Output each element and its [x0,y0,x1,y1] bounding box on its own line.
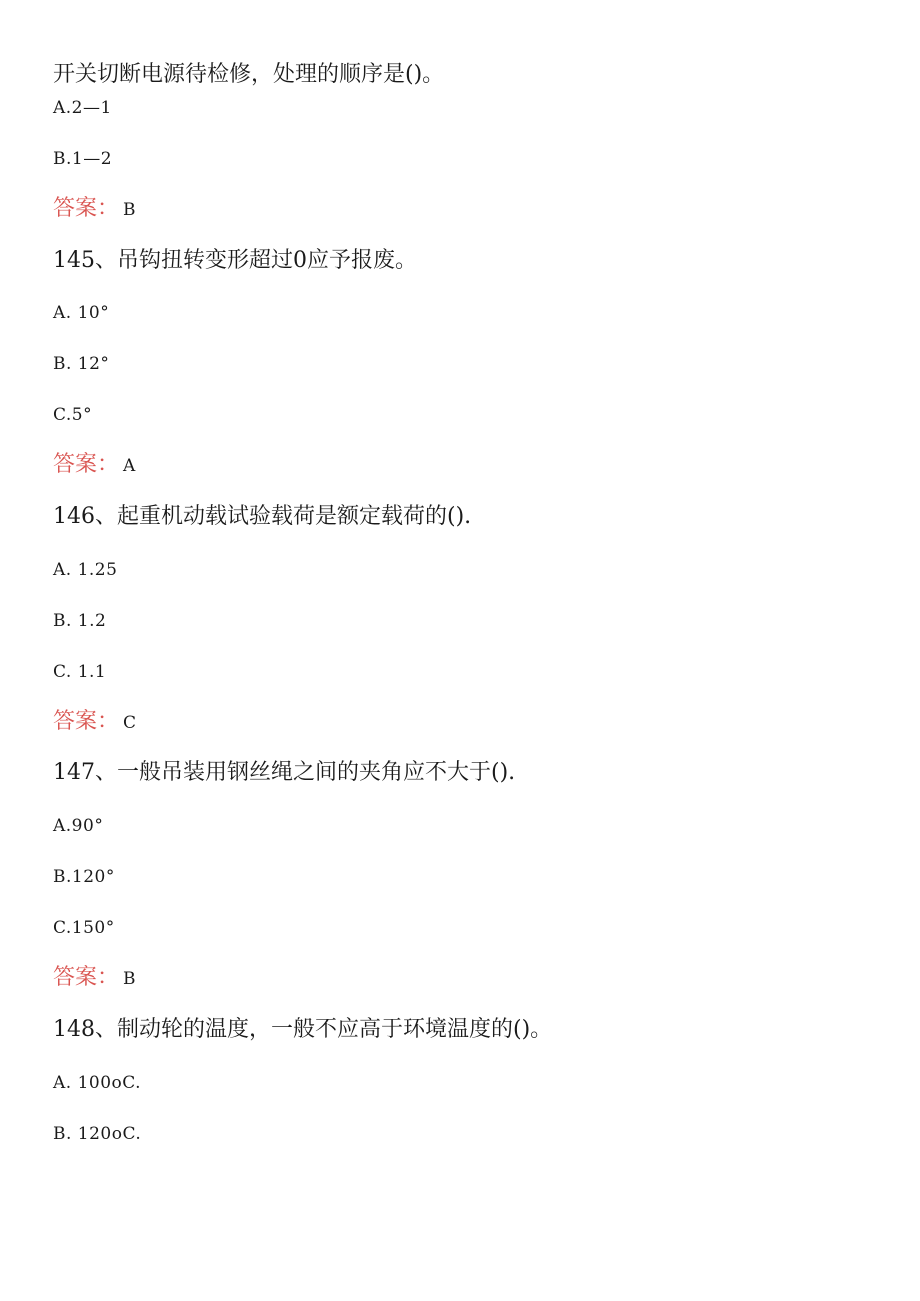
option-b: B.1—2 [53,149,113,169]
answer-value: B [123,200,136,220]
option-b: B. 120oC. [53,1124,142,1144]
option-b: B. 1.2 [53,611,107,631]
answer-value: B [123,969,136,989]
answer-value: A [123,456,136,476]
option-a: A.2—1 [53,98,112,118]
option-a: A. 10° [53,303,110,323]
answer-label: 答案： [53,196,120,221]
answer-label: 答案： [53,709,120,734]
question-text: 147、一般吊装用钢丝绳之间的夹角应不大于(). [53,760,516,785]
answer-line [53,711,136,733]
question-text: 148、制动轮的温度，一般不应高于环境温度的()。 [53,1017,553,1042]
answer-line [53,198,136,220]
question-text: 开关切断电源待检修，处理的顺序是()。 [53,62,445,87]
answer-line [53,454,135,476]
question-text: 145、吊钩扭转变形超过0应予报废。 [53,248,417,273]
answer-label: 答案： [53,965,120,990]
answer-label: 答案： [53,452,120,477]
question-text: 146、起重机动载试验载荷是额定载荷的(). [53,504,472,529]
option-b: B.120° [53,867,115,887]
option-a: A. 1.25 [53,560,118,580]
answer-line [53,967,136,989]
option-c: C.150° [53,918,115,938]
option-a: A. 100oC. [53,1073,142,1093]
option-c: C. 1.1 [53,662,107,682]
option-b: B. 12° [53,354,110,374]
option-c: C.5° [53,405,93,425]
answer-value: C [123,713,137,733]
option-a: A.90° [53,816,104,836]
